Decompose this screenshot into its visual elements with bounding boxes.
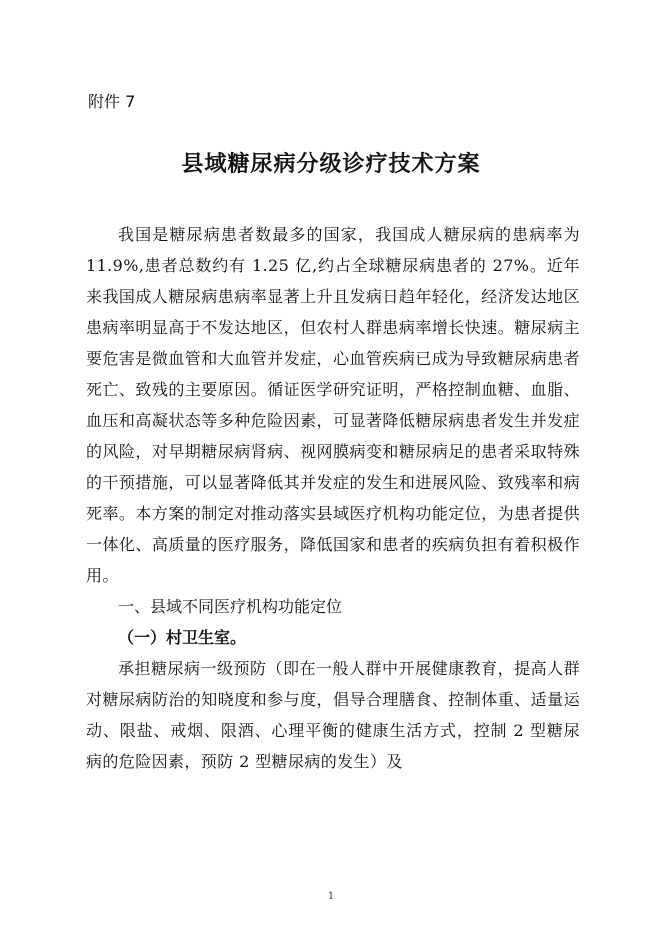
subsection-heading: （一）村卫生室。 [118,628,247,647]
attachment-label: 附件 7 [88,92,136,111]
document-title: 县域糖尿病分级诊疗技术方案 [181,152,481,177]
document-body [86,219,580,777]
intro-paragraph: 我国是糖尿病患者数最多的国家，我国成人糖尿病的患病率为 11.9%,患者总数约有 1.25 亿,约占全球糖尿病患者的 27%。近年来我国成人糖尿病患病率显著上升且发病日趋年轻化，经济发达地区患病率明显高于不发达地区，但农村人群患病率增长快速。糖尿病主要危害是微血管和大血管并发症，心血管疾病已成为导致糖尿病患者死亡、致残的主要原因。循证医学研究证明，严格控制血糖、血脂、血压和高凝状态等多种危险因素，可显著降低糖尿病患者发生并发症的风险，对早期糖尿病肾病、视网膜病变和糖尿病足的患者采取特殊的干预措施，可以显著降低其并发症的发生和进展风险、致残率和病死率。本方案的制定对推动落实县域医疗机构功能定位，为患者提供一体化、高质量的医疗服务，降低国家和患者的疾病负担有着积极作用。 [86,225,580,585]
subsection-paragraph: 承担糖尿病一级预防（即在一般人群中开展健康教育，提高人群对糖尿病防治的知晓度和参与度，倡导合理膳食、控制体重、适量运动、限盐、戒烟、限酒、心理平衡的健康生活方式，控制 2 型糖尿病的危险因素，预防 2 型糖尿病的发生）及 [86,659,580,771]
page-number: 1 [327,891,335,902]
section-heading: 一、县域不同医疗机构功能定位 [118,597,343,616]
